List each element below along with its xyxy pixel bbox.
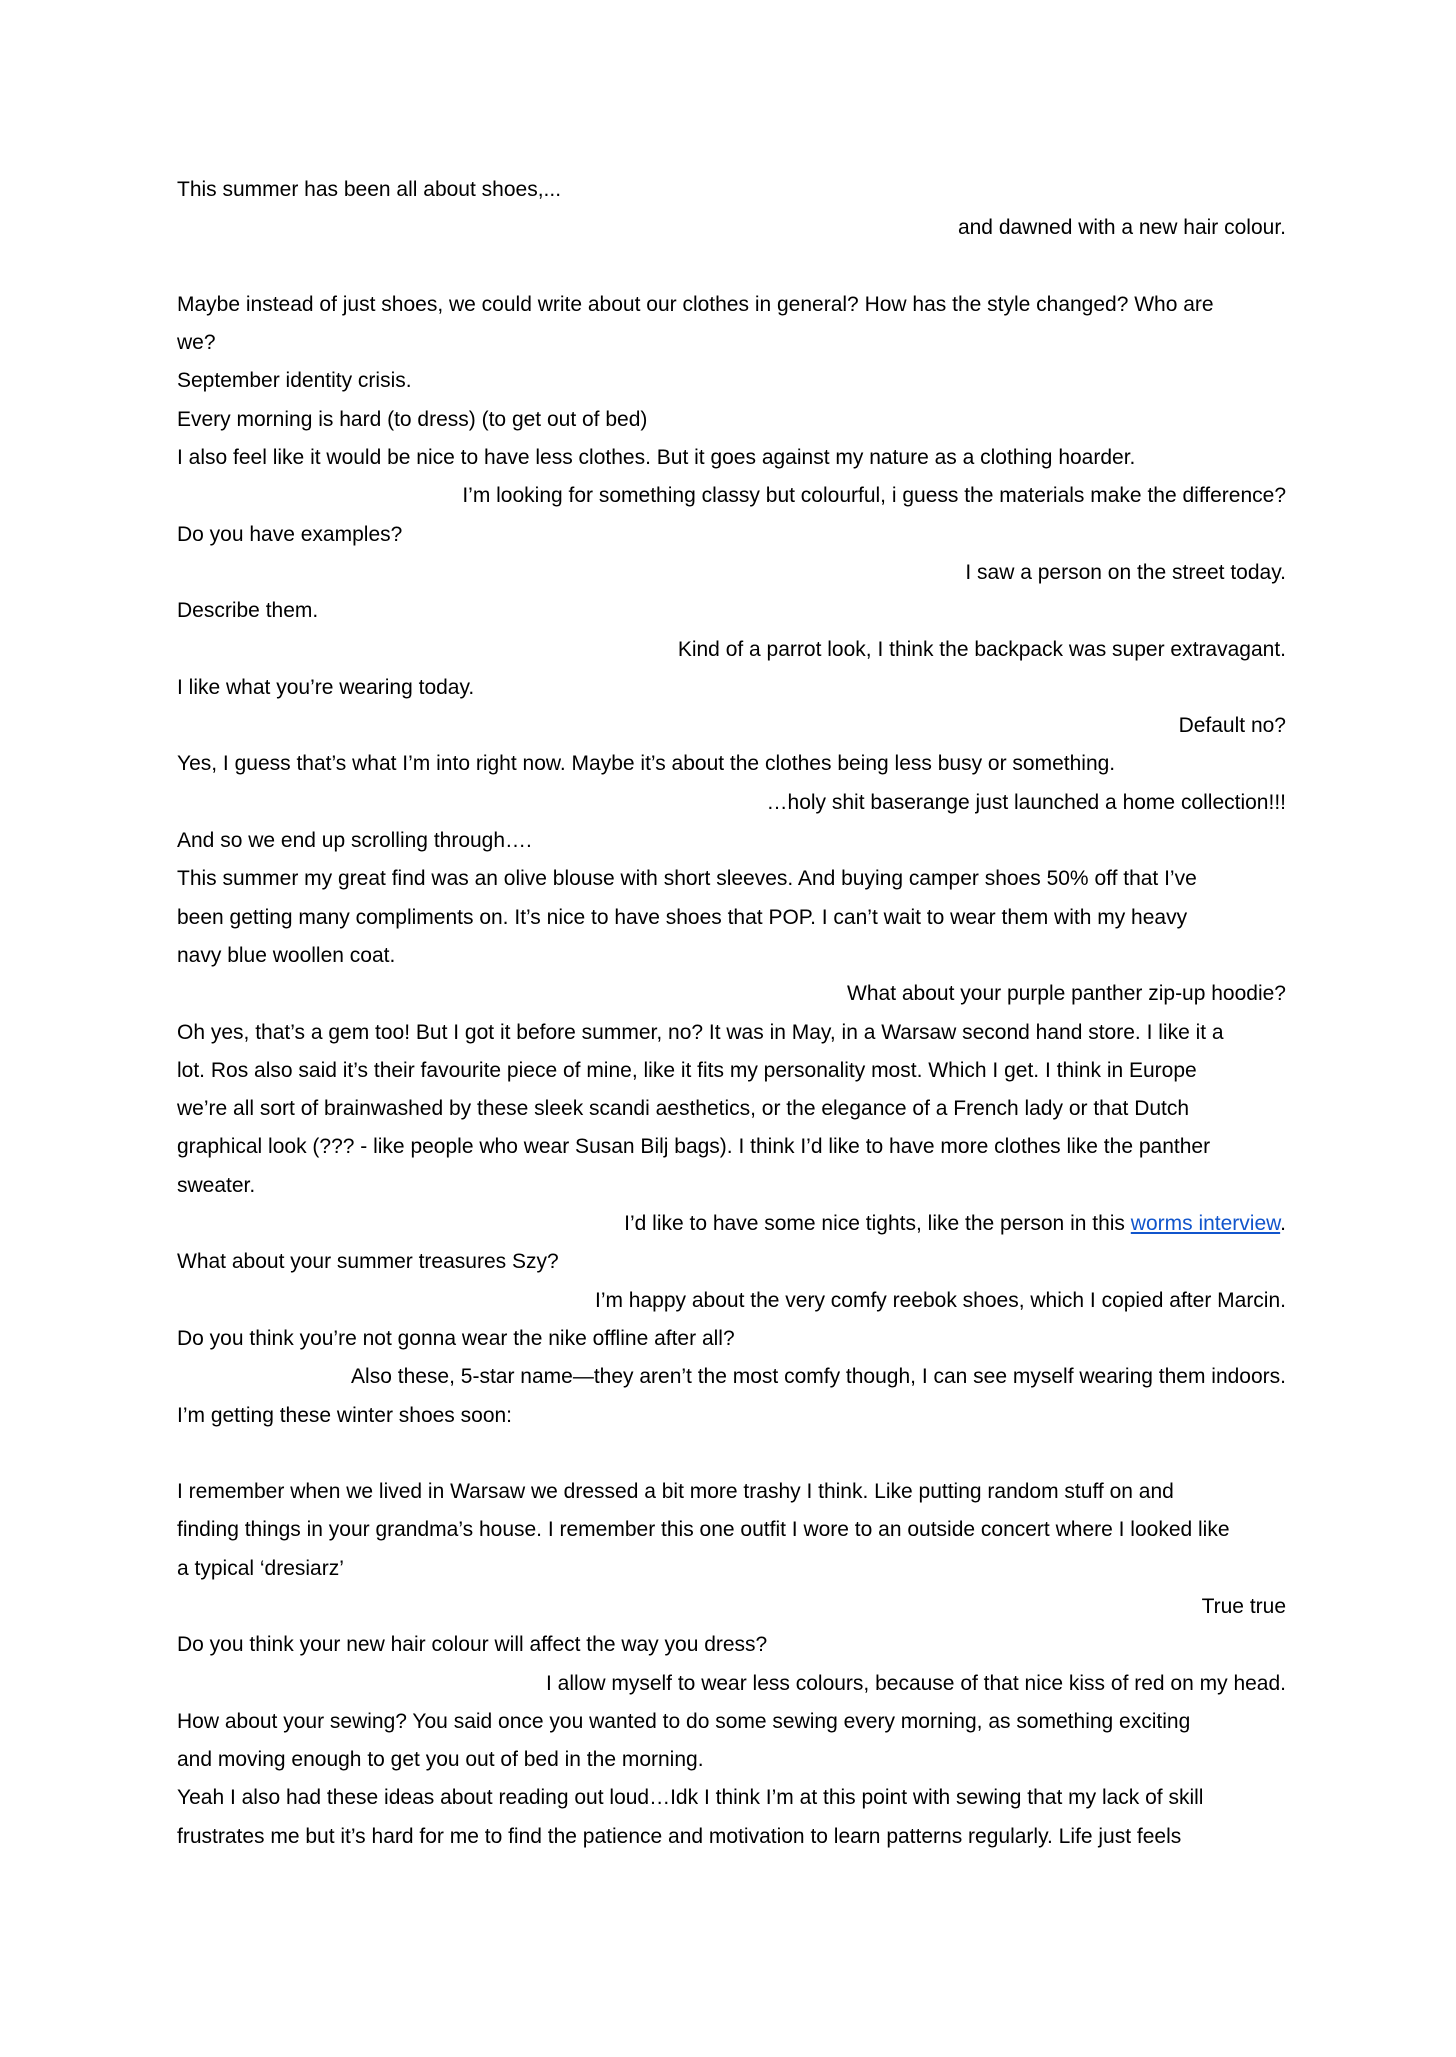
text-line: Default no? <box>1178 714 1286 738</box>
text-line: Do you think your new hair colour will affect the way you dress? <box>177 1633 768 1657</box>
text-line: lot. Ros also said it’s their favourite piece of mine, like it fits my personality most. Which I get. I think in Europe <box>177 1058 1197 1082</box>
blank-line <box>177 248 1286 286</box>
text-line: Also these, 5-star name—they aren’t the most comfy though, I can see myself wearing them indoors. <box>351 1365 1286 1389</box>
text-line: frustrates me but it’s hard for me to find the patience and motivation to learn patterns regularly. Life just feels <box>177 1824 1182 1848</box>
text-line: What about your purple panther zip-up hoodie? <box>847 982 1286 1006</box>
text-line: sweater. <box>177 1173 256 1197</box>
text-line: Do you think you’re not gonna wear the nike offline after all? <box>177 1326 735 1350</box>
text-line: And so we end up scrolling through…. <box>177 829 532 853</box>
text-line: I like what you’re wearing today. <box>177 675 475 699</box>
text-line: Do you have examples? <box>177 522 403 546</box>
text-line: a typical ‘dresiarz’ <box>177 1556 344 1580</box>
text-line: I’m happy about the very comfy reebok shoes, which I copied after Marcin. <box>594 1288 1286 1312</box>
text-line: I also feel like it would be nice to have less clothes. But it goes against my nature as a clothing hoarder. <box>177 446 1136 470</box>
text-line: Yes, I guess that’s what I’m into right now. Maybe it’s about the clothes being less busy or something. <box>177 752 1116 776</box>
worms-interview-link[interactable]: worms interview <box>1130 1212 1281 1236</box>
text-line: True true <box>1201 1594 1286 1618</box>
text-line: navy blue woollen coat. <box>177 943 396 967</box>
text-line: September identity crisis. <box>177 369 412 393</box>
text-line: I’m looking for something classy but colourful, i guess the materials make the difference? <box>462 484 1286 508</box>
text-line: I remember when we lived in Warsaw we dressed a bit more trashy I think. Like putting random stuff on and <box>177 1480 1174 1504</box>
text-line: we’re all sort of brainwashed by these sleek scandi aesthetics, or the elegance of a French lady or that Dutch <box>177 1097 1190 1121</box>
text-line: Kind of a parrot look, I think the backpack was super extravagant. <box>677 637 1286 661</box>
line-suffix: . <box>1280 1212 1286 1236</box>
text-line: Every morning is hard (to dress) (to get out of bed) <box>177 407 648 431</box>
text-line: I allow myself to wear less colours, because of that nice kiss of red on my head. <box>545 1671 1286 1695</box>
text-line: and dawned with a new hair colour. <box>957 216 1286 240</box>
text-line: I’m getting these winter shoes soon: <box>177 1403 513 1427</box>
text-line: graphical look (??? - like people who wear Susan Bilj bags). I think I’d like to have more clothes like the panther <box>177 1135 1211 1159</box>
text-line <box>177 1205 1286 1243</box>
text-line: This summer my great find was an olive blouse with short sleeves. And buying camper shoes 50% off that I’ve <box>177 867 1197 891</box>
document-body <box>177 171 1286 1856</box>
text-line: …holy shit baserange just launched a home collection!!! <box>766 790 1286 814</box>
text-line: How about your sewing? You said once you wanted to do some sewing every morning, as something exciting <box>177 1709 1191 1733</box>
text-line: I saw a person on the street today. <box>965 560 1286 584</box>
blank-line <box>177 1435 1286 1473</box>
text-line: Describe them. <box>177 599 319 623</box>
text-line: and moving enough to get you out of bed in the morning. <box>177 1748 704 1772</box>
text-line: been getting many compliments on. It’s nice to have shoes that POP. I can’t wait to wear them with my heavy <box>177 905 1188 929</box>
line-text: I’d like to have some nice tights, like the person in this <box>624 1212 1131 1236</box>
text-line: finding things in your grandma’s house. I remember this one outfit I wore to an outside concert where I looked like <box>177 1518 1230 1542</box>
text-line: Yeah I also had these ideas about reading out loud…Idk I think I’m at this point with sewing that my lack of skill <box>177 1786 1204 1810</box>
text-line: Maybe instead of just shoes, we could write about our clothes in general? How has the style changed? Who are <box>177 292 1214 316</box>
text-line: What about your summer treasures Szy? <box>177 1250 559 1274</box>
text-line: we? <box>177 331 216 355</box>
text-line: Oh yes, that’s a gem too! But I got it before summer, no? It was in May, in a Warsaw second hand store. I like it a <box>177 1020 1224 1044</box>
text-line: This summer has been all about shoes,... <box>177 178 562 201</box>
